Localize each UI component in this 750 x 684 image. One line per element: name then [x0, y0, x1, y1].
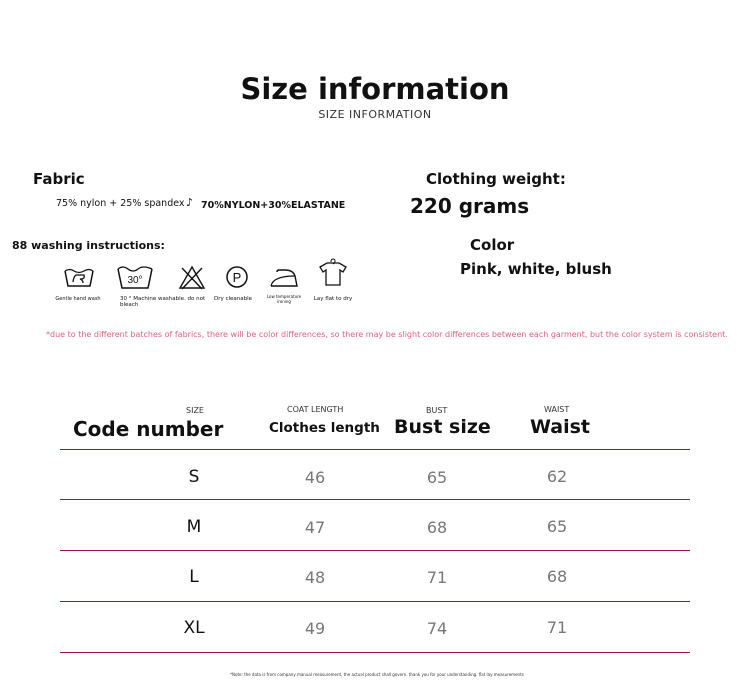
waist-cell: 65 [546, 517, 568, 536]
svg-text:P: P [232, 270, 242, 285]
col-header-small: WAIST [544, 405, 570, 414]
color-note: *due to the different batches of fabrics, there will be color differences, so there may be slight color differences between each garment, but the color system is consistent. [46, 330, 728, 339]
table-divider [60, 652, 690, 653]
col-header-small: SIZE [186, 406, 204, 415]
machine-wash-30-icon [116, 262, 154, 292]
col-header-waist: Waist [530, 416, 591, 438]
care-caption: Gentle hand wash [55, 296, 101, 302]
size-cell: XL [183, 618, 205, 638]
care-caption: 30 ° Machine washable. do not bleach [120, 296, 206, 308]
size-cell: L [189, 567, 199, 587]
bust-cell: 65 [426, 468, 448, 487]
page-subtitle: SIZE INFORMATION [318, 108, 432, 121]
length-cell: 47 [304, 518, 326, 537]
table-divider [60, 449, 690, 450]
color-value: Pink, white, blush [460, 260, 612, 278]
separator-mark: ♪ [186, 196, 194, 209]
waist-cell: 62 [546, 467, 568, 486]
no-bleach-icon [175, 262, 209, 292]
table-divider [60, 601, 690, 602]
weight-label: Clothing weight: [426, 170, 566, 188]
page-title: Size information [240, 72, 510, 106]
waist-cell: 68 [546, 567, 568, 586]
table-divider [60, 499, 690, 500]
footer-note: *Note: the data is from company manual measurement, the actual product shall govern. thank you for your understanding. flat lay measurements [230, 672, 524, 677]
washing-label: 88 washing instructions: [12, 239, 165, 252]
lay-flat-dry-icon [316, 258, 350, 288]
length-cell: 49 [304, 619, 326, 638]
col-header-small: BUST [426, 406, 448, 415]
weight-value: 220 grams [410, 194, 530, 218]
fabric-label: Fabric [33, 170, 85, 188]
care-caption: Low temperature ironing [266, 294, 302, 304]
col-header-bust: Bust size [394, 416, 491, 438]
care-caption: Lay flat to dry [313, 296, 353, 302]
bust-cell: 74 [426, 619, 448, 638]
fabric-composition: 70%NYLON+30%ELASTANE [201, 200, 346, 211]
length-cell: 48 [304, 568, 326, 587]
care-caption: Dry cleanable [213, 296, 253, 302]
waist-cell: 71 [546, 618, 568, 637]
fabric-description: 75% nylon + 25% spandex [56, 198, 185, 209]
length-cell: 46 [304, 468, 326, 487]
low-iron-icon [267, 262, 301, 292]
col-header-small: COAT LENGTH [287, 405, 344, 414]
col-header-length: Clothes length [269, 420, 380, 436]
size-cell: M [186, 517, 202, 537]
svg-text:30°: 30° [127, 275, 143, 286]
size-cell: S [188, 467, 200, 487]
bust-cell: 68 [426, 518, 448, 537]
table-divider [60, 550, 690, 551]
dry-clean-icon [220, 262, 254, 292]
hand-wash-icon [62, 262, 96, 292]
color-label: Color [470, 236, 515, 254]
col-header-size: Code number [73, 417, 224, 441]
bust-cell: 71 [426, 568, 448, 587]
